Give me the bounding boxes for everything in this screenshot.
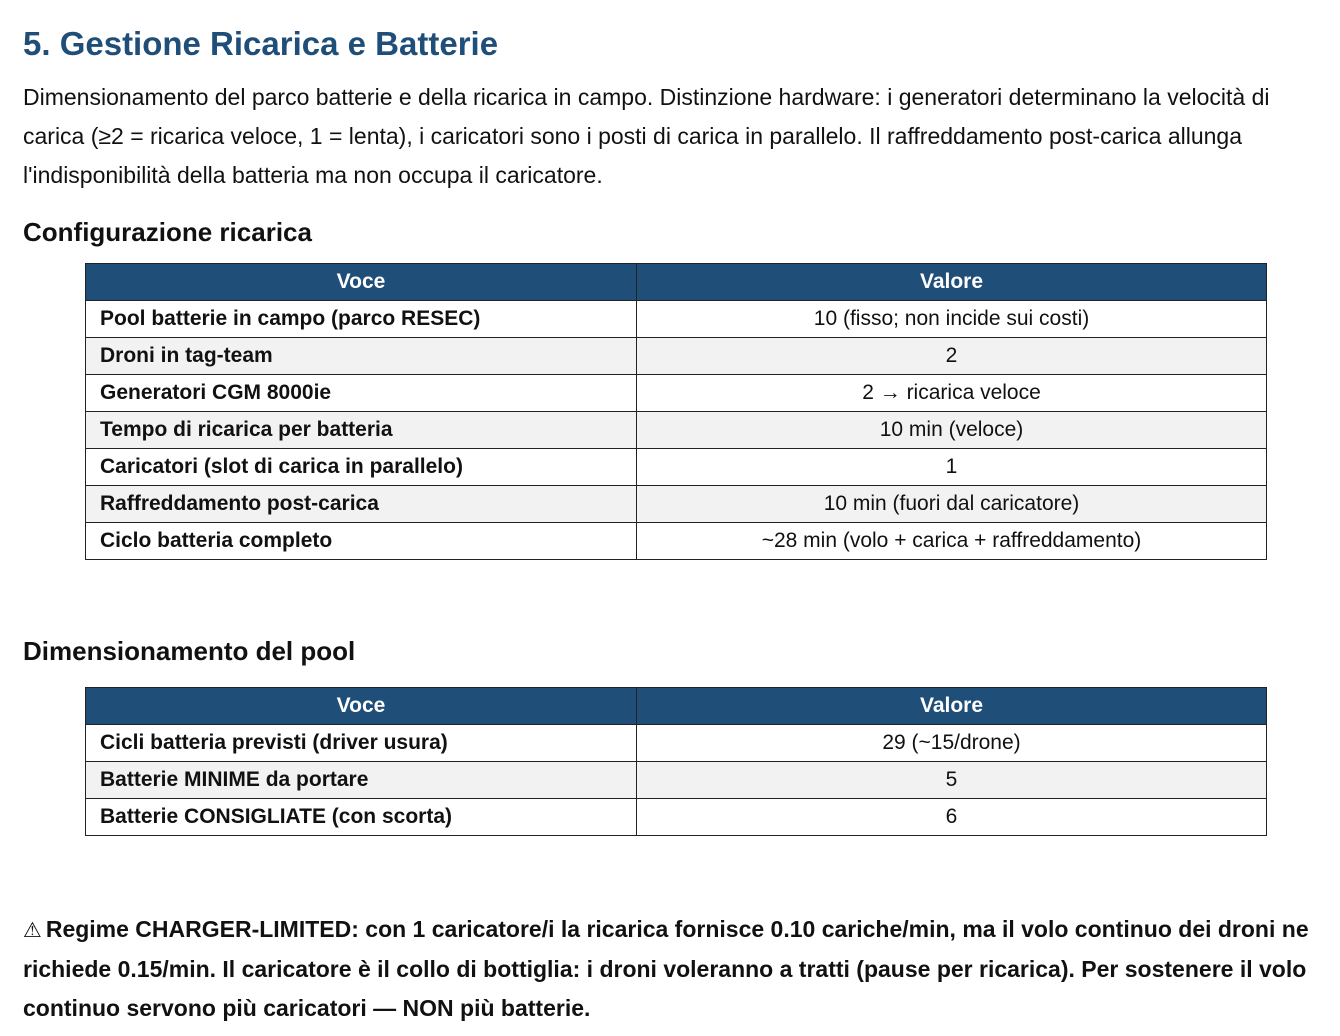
cell-voce: Tempo di ricarica per batteria: [86, 412, 637, 449]
table-row: [86, 412, 1267, 449]
cell-valore: 10 min (veloce): [637, 412, 1267, 449]
cell-valore: 2 → ricarica veloce: [637, 375, 1267, 412]
config-heading: Configurazione ricarica: [23, 217, 312, 247]
section-title: 5. Gestione Ricarica e Batterie: [23, 25, 499, 62]
cell-valore: 1: [637, 449, 1267, 486]
table-row: [86, 338, 1267, 375]
warning-text: Regime CHARGER-LIMITED: con 1 caricatore/i la ricarica fornisce 0.10 cariche/min, ma il volo continuo dei droni ne richiede 0.15/min. Il caricatore è il collo di bottiglia: i droni voleranno a tratti (pause per ricarica). Per sostenere il volo continuo servono più caricatori — NON più batterie.: [23, 916, 1309, 1021]
pool-heading: Dimensionamento del pool: [23, 636, 356, 666]
column-header-valore: Valore: [637, 688, 1267, 725]
cell-valore: 10 (fisso; non incide sui costi): [637, 301, 1267, 338]
cell-voce: Raffreddamento post-carica: [86, 486, 637, 523]
cell-voce: Cicli batteria previsti (driver usura): [86, 725, 637, 762]
table-row: [86, 375, 1267, 412]
cell-voce: Batterie MINIME da portare: [86, 762, 637, 799]
table-row: [86, 449, 1267, 486]
cell-valore: 29 (~15/drone): [637, 725, 1267, 762]
cell-valore: 5: [637, 762, 1267, 799]
table-row: [86, 762, 1267, 799]
column-header-voce: Voce: [86, 264, 637, 301]
cell-voce: Pool batterie in campo (parco RESEC): [86, 301, 637, 338]
cell-voce: Batterie CONSIGLIATE (con scorta): [86, 799, 637, 836]
table-row: [86, 725, 1267, 762]
pool-table: [85, 687, 1267, 836]
cell-valore: 6: [637, 799, 1267, 836]
charger-limited-warning: [23, 910, 1313, 1028]
config-table: [85, 263, 1267, 560]
cell-valore: ~28 min (volo + carica + raffreddamento): [637, 523, 1267, 560]
table-header-row: [86, 688, 1267, 725]
table-row: [86, 523, 1267, 560]
table-header-row: [86, 264, 1267, 301]
cell-valore: 2: [637, 338, 1267, 375]
column-header-voce: Voce: [86, 688, 637, 725]
cell-voce: Caricatori (slot di carica in parallelo): [86, 449, 637, 486]
table-row: [86, 799, 1267, 836]
column-header-valore: Valore: [637, 264, 1267, 301]
cell-voce: Generatori CGM 8000ie: [86, 375, 637, 412]
document-page: [23, 22, 1313, 1021]
table-row: [86, 301, 1267, 338]
cell-voce: Ciclo batteria completo: [86, 523, 637, 560]
table-row: [86, 486, 1267, 523]
warning-icon: ⚠: [23, 918, 42, 942]
section-intro: Dimensionamento del parco batterie e della ricarica in campo. Distinzione hardware: i generatori determinano la velocità di carica (≥2 = ricarica veloce, 1 = lenta), i caricatori sono i posti di carica in parallelo. Il raffreddamento post-carica allunga l'indisponibilità della batteria ma non occupa il caricatore.: [23, 84, 1270, 188]
cell-valore: 10 min (fuori dal caricatore): [637, 486, 1267, 523]
cell-voce: Droni in tag-team: [86, 338, 637, 375]
